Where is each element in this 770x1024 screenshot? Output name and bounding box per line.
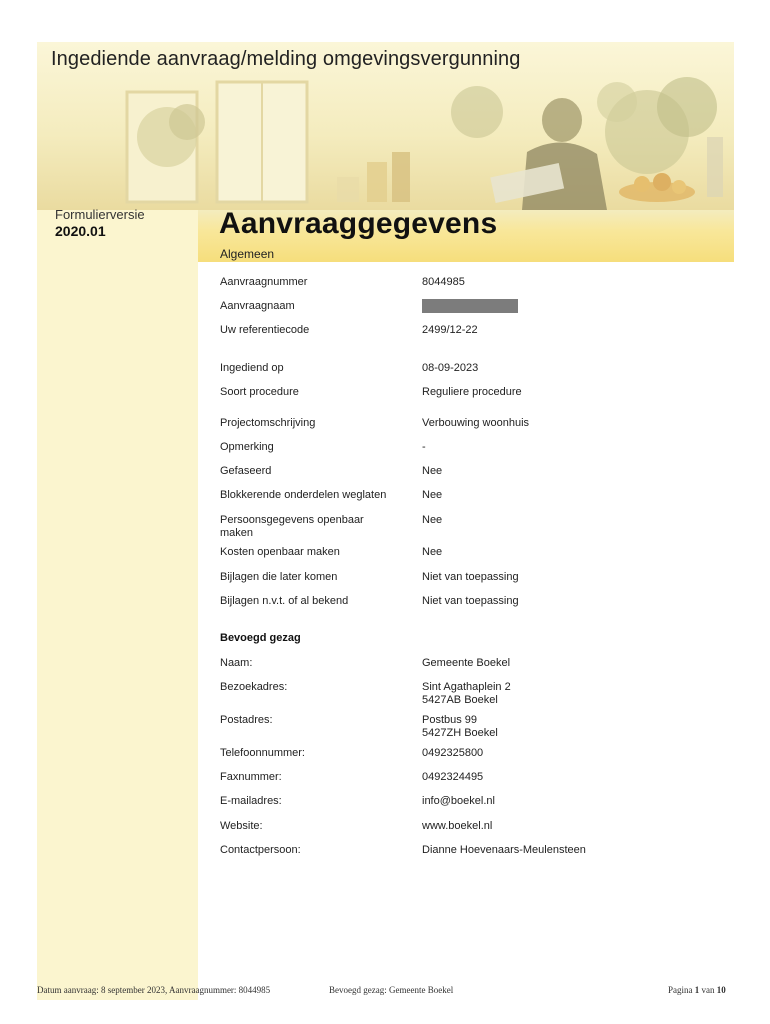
field-label: Projectomschrijving [220,417,316,429]
form-version-value: 2020.01 [55,223,106,239]
field-label: Opmerking [220,441,274,453]
page-total: 10 [716,985,726,995]
field-value: info@boekel.nl [422,795,495,807]
field-value: Reguliere procedure [422,386,522,398]
field-label: Aanvraagnummer [220,276,308,288]
footer-authority: Bevoegd gezag: Gemeente Boekel [329,985,454,995]
field-label: Faxnummer: [220,771,282,783]
document-title: Ingediende aanvraag/melding omgevingsvergunning [51,48,521,70]
field-value: Niet van toepassing [422,595,519,607]
field-value: Niet van toepassing [422,571,519,583]
field-value: Dianne Hoevenaars-Meulensteen [422,844,586,856]
page-current: 1 [694,985,700,995]
footer-page-number [668,985,726,995]
field-value: Nee [422,514,443,526]
field-value: 0492324495 [422,771,484,783]
address-line: 5427AB Boekel [422,694,498,706]
left-sidebar [37,210,198,1000]
field-label: Telefoonnummer: [220,747,305,759]
field-label-line: maken [220,527,254,539]
field-value: Verbouwing woonhuis [422,417,530,429]
field-value: www.boekel.nl [422,820,493,832]
field-label: Contactpersoon: [220,844,301,856]
field-label [220,514,410,540]
field-label: Soort procedure [220,386,299,398]
field-value: 2499/12-22 [422,324,478,336]
section-subtitle: Algemeen [220,247,275,261]
field-label: Aanvraagnaam [220,300,295,312]
field-value: Nee [422,489,443,501]
field-label: Blokkerende onderdelen weglaten [220,489,387,501]
field-label: Gefaseerd [220,465,272,477]
field-value [422,714,672,740]
address-line: Postbus 99 [422,714,478,726]
field-value: 8044985 [422,276,465,288]
field-label: Kosten openbaar maken [220,546,340,558]
field-label: Ingediend op [220,362,284,374]
field-value: - [422,441,426,453]
page-prefix: Pagina [668,985,693,995]
redacted-block [422,299,518,313]
page-sep: van [701,985,715,995]
field-label: Bijlagen die later komen [220,571,338,583]
field-value [422,681,672,707]
section-title: Aanvraaggegevens [219,207,498,240]
field-label: Website: [220,820,263,832]
field-value: Nee [422,546,443,558]
address-line: 5427ZH Boekel [422,727,498,739]
field-value: 0492325800 [422,747,484,759]
authority-heading: Bevoegd gezag [220,632,301,644]
field-label: Postadres: [220,714,273,726]
address-line: Sint Agathaplein 2 [422,681,511,693]
footer-request-info: Datum aanvraag: 8 september 2023, Aanvraagnummer: 8044985 [37,985,271,995]
form-version-label: Formulierversie [55,207,145,222]
field-label: Bezoekadres: [220,681,288,693]
field-label: E-mailadres: [220,795,282,807]
field-value: 08-09-2023 [422,362,479,374]
field-label: Naam: [220,657,253,669]
field-label-line: Persoonsgegevens openbaar [220,514,364,526]
field-value [422,300,672,313]
field-label: Bijlagen n.v.t. of al bekend [220,595,349,607]
field-value: Gemeente Boekel [422,657,511,669]
field-value: Nee [422,465,443,477]
field-label: Uw referentiecode [220,324,310,336]
